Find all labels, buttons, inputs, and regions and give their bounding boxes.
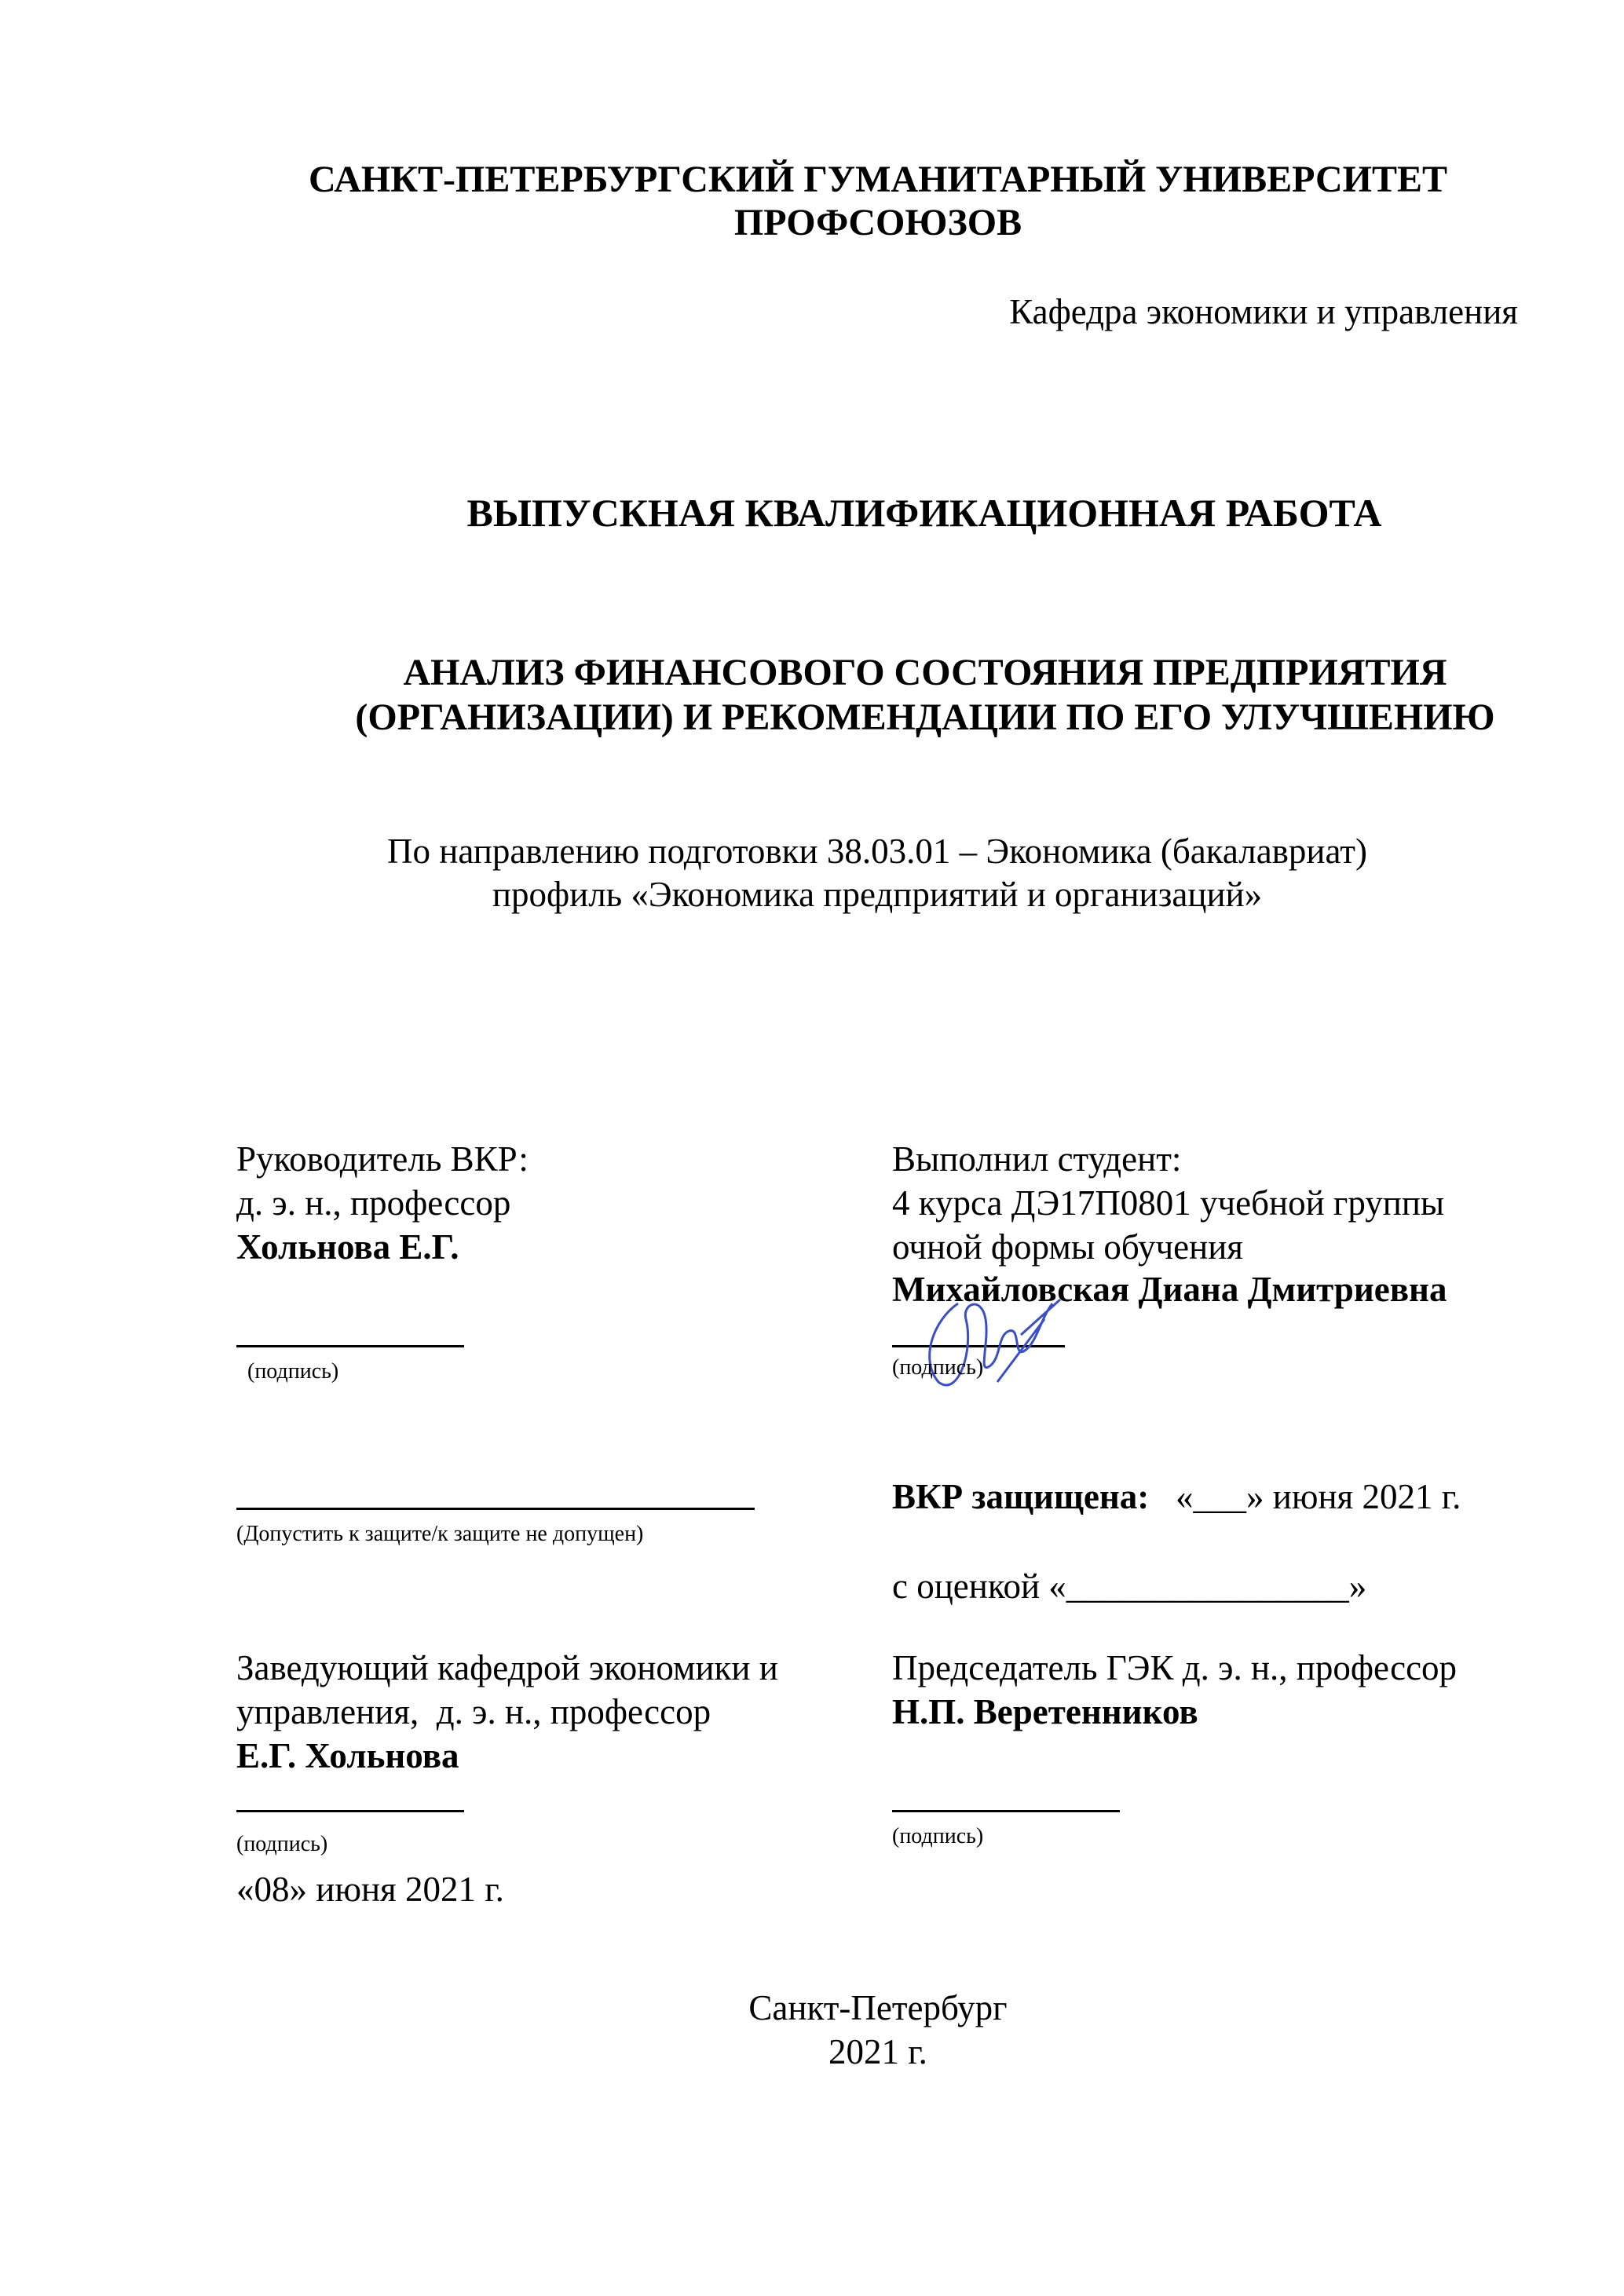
student-label: Выполнил студент: — [892, 1139, 1182, 1179]
head-line2: управления, д. э. н., профессор — [236, 1692, 711, 1731]
footer-city: Санкт-Петербург — [748, 1988, 1008, 2027]
student-signature-caption: (подпись) — [892, 1355, 984, 1380]
defense-date: «___» июня 2021 г. — [1176, 1477, 1461, 1516]
supervisor-label: Руководитель ВКР: — [236, 1139, 529, 1179]
chairman-signature-line — [892, 1810, 1120, 1812]
topic-line2: (ОРГАНИЗАЦИИ) И РЕКОМЕНДАЦИИ ПО ЕГО УЛУЧШЕНИЮ — [355, 696, 1495, 738]
university-name-line2: ПРОФСОЮЗОВ — [733, 202, 1022, 243]
head-line1: Заведующий кафедрой экономики и — [236, 1648, 778, 1687]
student-name: Михайловская Диана Дмитриевна — [892, 1270, 1447, 1309]
department: Кафедра экономики и управления — [1009, 292, 1518, 331]
footer-year: 2021 г. — [828, 2032, 927, 2071]
direction-line1: По направлению подготовки 38.03.01 – Экономика (бакалавриат) — [387, 832, 1367, 871]
head-date: «08» июня 2021 г. — [236, 1870, 504, 1909]
student-signature-image — [903, 1288, 1084, 1398]
head-signature-line — [236, 1810, 464, 1812]
work-type-title: ВЫПУСКНАЯ КВАЛИФИКАЦИОННАЯ РАБОТА — [466, 491, 1382, 535]
student-group: 4 курса ДЭ17П0801 учебной группы — [892, 1183, 1445, 1223]
chairman-signature-caption: (подпись) — [892, 1824, 984, 1848]
defense-row — [892, 1479, 1461, 1515]
direction-line2: профиль «Экономика предприятий и организаций» — [492, 875, 1263, 914]
defense-label: ВКР защищена: — [892, 1477, 1150, 1516]
admission-caption: (Допустить к защите/к защите не допущен) — [236, 1522, 644, 1546]
supervisor-degree: д. э. н., профессор — [236, 1183, 511, 1223]
supervisor-signature-caption: (подпись) — [247, 1359, 339, 1384]
student-form: очной формы обучения — [892, 1227, 1243, 1267]
university-name-line1: САНКТ-ПЕТЕРБУРГСКИЙ ГУМАНИТАРНЫЙ УНИВЕРСИТЕТ — [308, 159, 1448, 200]
defense-grade: с оценкой «________________» — [892, 1567, 1367, 1606]
topic-line1: АНАЛИЗ ФИНАНСОВОГО СОСТОЯНИЯ ПРЕДПРИЯТИЯ — [403, 652, 1447, 693]
supervisor-signature-line — [236, 1345, 464, 1347]
head-name: Е.Г. Хольнова — [236, 1736, 459, 1775]
head-signature-caption: (подпись) — [236, 1832, 328, 1856]
chairman-name: Н.П. Веретенников — [892, 1692, 1198, 1731]
supervisor-name: Хольнова Е.Г. — [236, 1227, 459, 1267]
admission-line — [236, 1508, 755, 1510]
chairman-line1: Председатель ГЭК д. э. н., профессор — [892, 1648, 1458, 1687]
